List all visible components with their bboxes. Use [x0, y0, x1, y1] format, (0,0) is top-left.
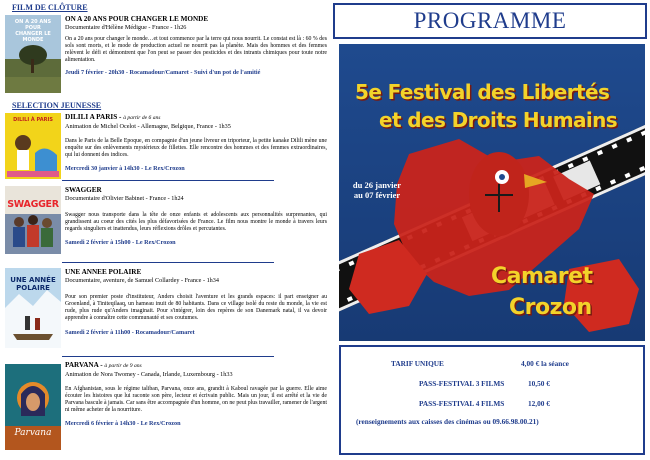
film-swagger	[5, 186, 327, 260]
tarif-price-2: 10,50 €	[528, 379, 550, 388]
swagger-poster-text: SWAGGER	[7, 199, 59, 210]
dilili-poster	[5, 113, 61, 179]
closing-poster	[5, 15, 61, 93]
swagger-poster-art	[5, 186, 61, 254]
tarif-box	[339, 345, 645, 455]
dilili-description: Dans le Paris de la Belle Epoque, en compagnie d'un jeune livreur en triporteur, la petite kanake Dilili mène une enquête sur des enlèvements mystérieux de fillettes. Elle rencontre des hommes et des femmes extraordinaires, qui lui donnent des indices.	[65, 138, 327, 159]
polaire-subtitle: Documentaire, aventure, de Samuel Collardey - France - 1h34	[65, 277, 219, 284]
festival-line-2: et des Droits Humains	[379, 108, 618, 132]
film-parvana	[5, 361, 327, 455]
closing-poster-line-3: CHANGER LE MONDE	[15, 31, 51, 43]
film-annee-polaire	[5, 268, 327, 354]
festival-poster	[339, 44, 645, 341]
festival-town-2: Crozon	[509, 295, 592, 320]
dilili-age: à partir de 6 ans	[123, 115, 161, 121]
parvana-title: PARVANA -	[65, 361, 105, 369]
dilili-poster-text: DILILI À PARIS	[13, 117, 53, 123]
closing-schedule: Jeudi 7 février - 20h30 - Rocamadour/Camaret - Suivi d'un pot de l'amitié	[65, 69, 261, 77]
parvana-schedule: Mercredi 6 février à 14h30 - Le Rex/Crozon	[65, 420, 181, 428]
tarif-note: (renseignements aux caisses des cinémas ou 09.66.98.00.21)	[356, 417, 539, 426]
parvana-subtitle: Animation de Nora Twomey - Canada, Irlande, Luxembourg - 1h33	[65, 371, 233, 378]
closing-poster-line-2: POUR	[25, 25, 41, 31]
parvana-poster	[5, 364, 61, 450]
tarif-label-2: PASS-FESTIVAL 3 FILMS	[419, 379, 505, 388]
dilili-schedule: Mercredi 30 janvier à 14h30 - Le Rex/Crozon	[65, 165, 185, 173]
festival-town-1: Camaret	[491, 264, 593, 289]
swagger-description: Swagger nous transporte dans la tête de onze enfants et adolescents aux personnalités surprenantes, qui grandissent au coeur des cités les plus défavorisées de France. Le film nous montre le monde à travers leurs regards singuliers et inattendus, leurs réflexions drôles et percutantes.	[65, 212, 327, 233]
closing-description: On a 20 ans pour changer le monde…et tout commence par la terre qui nous nourrit. Le constat est là : 60 % des sols sont morts, et le mode de production actuel ne nourrit pas la planète. Mais des hommes et des femmes relèvent le défi et démontrent que l'on peut se passer des pesticides et des intrants chimiques pour toute notre alimentation.	[65, 36, 327, 64]
programme-header	[333, 3, 647, 39]
polaire-poster	[5, 268, 61, 348]
dilili-title: DILILI A PARIS -	[65, 113, 124, 121]
closing-film	[5, 15, 327, 93]
divider-2	[62, 262, 274, 263]
polaire-schedule: Samedi 2 février à 11h00 - Rocamadour/Camaret	[65, 329, 195, 337]
dilili-body	[65, 113, 327, 172]
swagger-title: SWAGGER	[65, 186, 102, 194]
youth-heading: SELECTION JEUNESSE	[12, 101, 102, 110]
festival-dates	[342, 180, 412, 200]
parvana-age: à partir de 9 ans	[104, 363, 142, 369]
divider-3	[62, 356, 274, 357]
festival-date-end: au 07 février	[353, 190, 401, 200]
tarif-price-3: 12,00 €	[528, 399, 550, 408]
tarif-label-1: TARIF UNIQUE	[391, 359, 444, 368]
polaire-description: Pour son premier poste d'instituteur, Anders choisit l'aventure et les grands espaces: il part enseigner au Groenland, à Tiniteqilaaq, un hameau inuit de 80 habitants. Dans ce village isolé du reste du monde, la vie est rude, plus rude qu'Anders imaginait. Pour s'intégrer, loin des repères de son Danemark natal, il va devoir apprendre à connaître cette communauté et ses coutumes.	[65, 294, 327, 322]
swagger-poster	[5, 186, 61, 254]
closing-heading: FILM DE CLÔTURE	[12, 3, 88, 12]
polaire-poster-text: UNE ANNÉE POLAIRE	[10, 276, 56, 292]
film-dilili	[5, 113, 327, 183]
parvana-body	[65, 361, 327, 427]
dilili-subtitle: Animation de Michel Ocelot - Allemagne, Belgique, France - 1h35	[65, 123, 231, 130]
polaire-title: UNE ANNEE POLAIRE	[65, 268, 142, 276]
swagger-subtitle: Documentaire d'Olivier Babinet - France - 1h24	[65, 195, 184, 202]
tarif-label-3: PASS-FESTIVAL 4 FILMS	[419, 399, 505, 408]
closing-body	[65, 15, 327, 76]
programme-title: PROGRAMME	[413, 8, 567, 33]
closing-title: ON A 20 ANS POUR CHANGER LE MONDE	[65, 15, 209, 23]
parvana-description: En Afghanistan, sous le régime taliban, Parvana, onze ans, grandit à Kaboul ravagée par la guerre. Elle aime écouter les histoires que lui raconte son père, lecteur et écrivain public. Mais un jour, il est arrêté et la vie de Parvana bascule à jamais. Car sans être accompagnée d'un homme, on ne peut plus travailler, ramener de l'argent ni même acheter de la nourriture.	[65, 386, 327, 414]
closing-subtitle: Documentaire d'Hélène Médigue - France - 1h26	[65, 24, 187, 31]
polaire-body	[65, 268, 327, 336]
swagger-body	[65, 186, 327, 246]
festival-date-start: du 26 janvier	[352, 180, 402, 190]
divider-1	[62, 180, 274, 181]
swagger-schedule: Samedi 2 février à 15h00 - Le Rex/Crozon	[65, 239, 176, 247]
tarif-price-1: 4,00 € la séance	[521, 359, 569, 368]
right-column	[333, 3, 647, 457]
parvana-poster-text: Parvana	[14, 428, 52, 438]
festival-line-1: 5e Festival des Libertés	[355, 80, 610, 104]
closing-poster-line-1: ON A 20 ANS	[14, 19, 52, 25]
